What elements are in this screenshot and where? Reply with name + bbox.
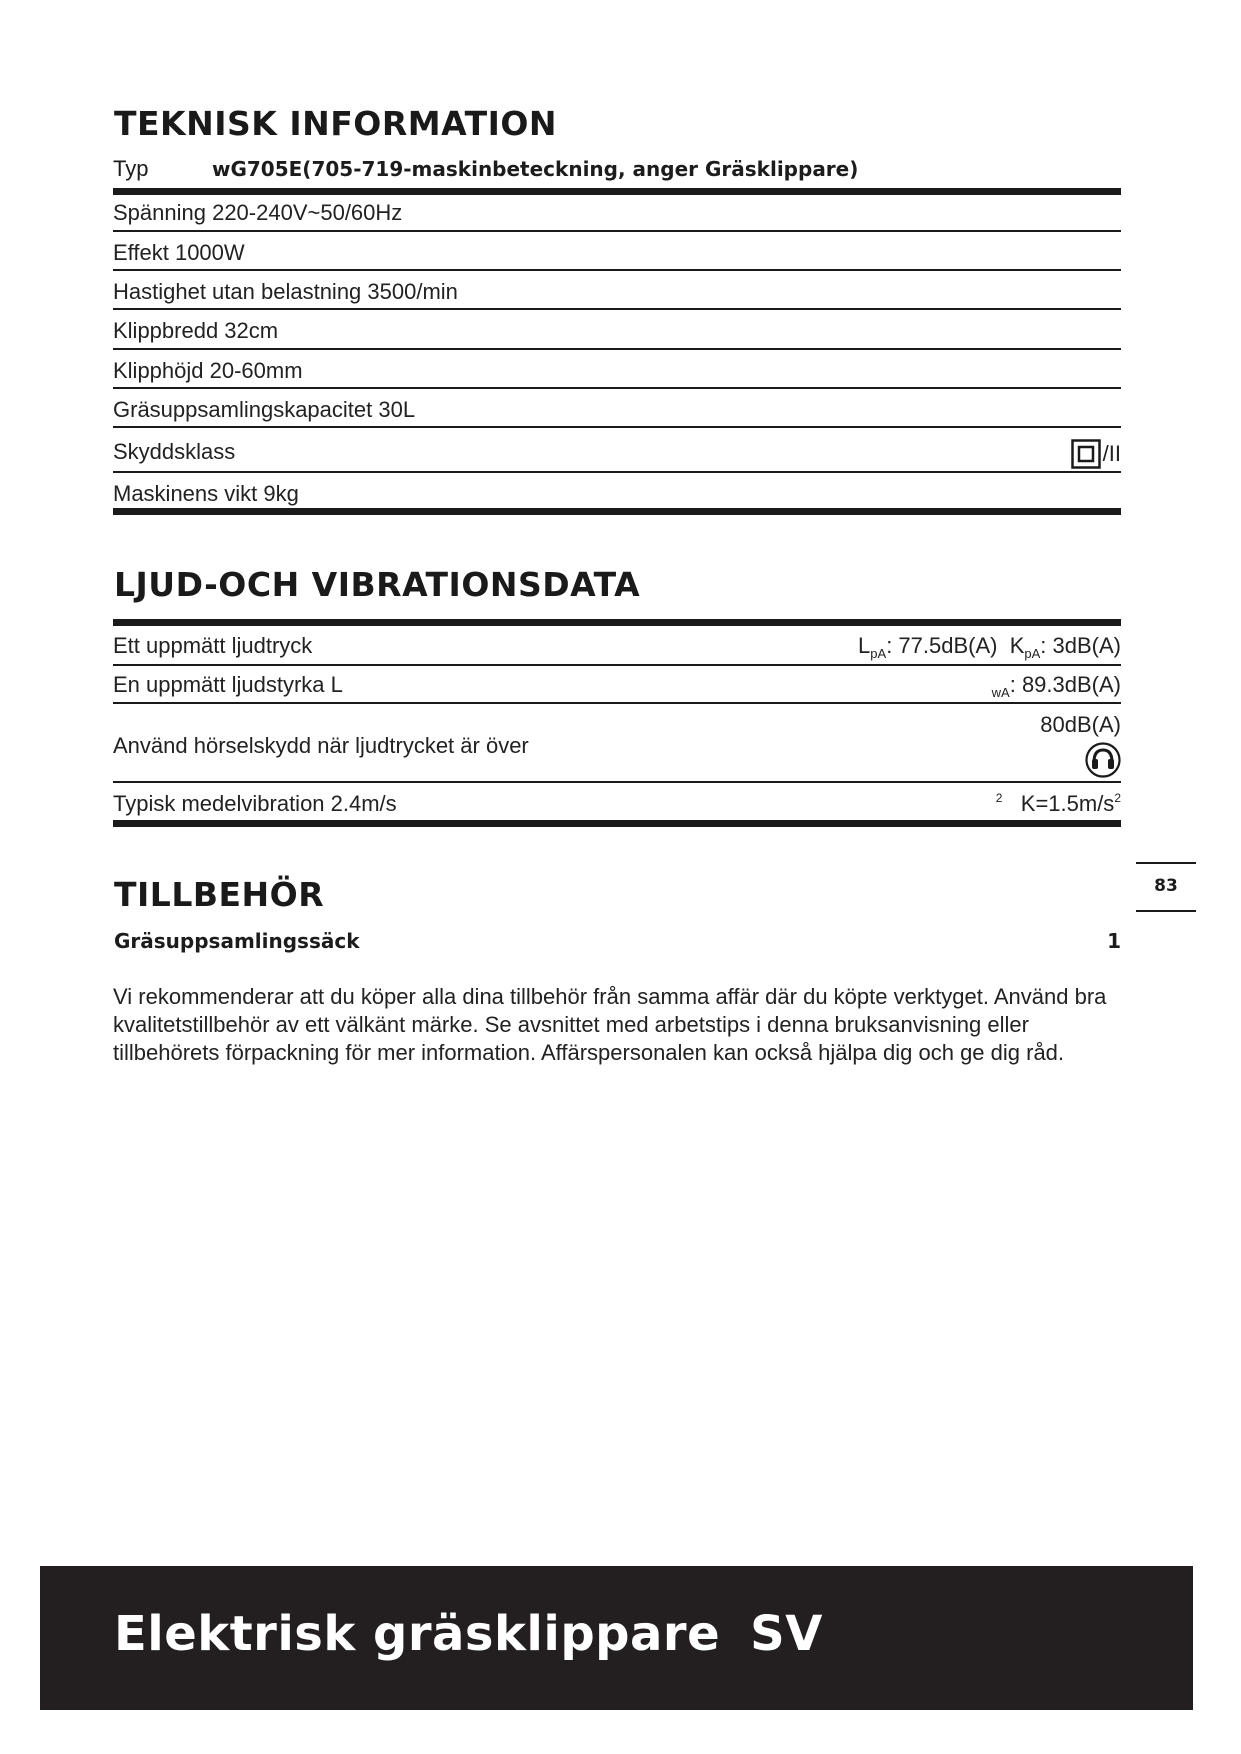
vibration-value (996, 791, 1121, 817)
double-insulation-icon (1071, 439, 1101, 469)
spec-no-load-speed: Hastighet utan belastning 3500/min (113, 279, 458, 304)
lpa-symbol: L (858, 633, 871, 658)
rule-thin (113, 702, 1121, 704)
lpa-subscript: pA (870, 646, 887, 661)
hearing-protection-value: 80dB(A) (1040, 712, 1121, 737)
noise-heading: LJUD-OCH VIBRATIONSDATA (114, 565, 641, 604)
lwa-value: : 89.3dB(A) (1009, 672, 1121, 697)
noise-pressure-label: Ett uppmätt ljudtryck (113, 633, 313, 658)
accessory-item-qty: 1 (1107, 929, 1121, 953)
vibration-k-superscript: 2 (1114, 791, 1121, 805)
vibration-row (113, 791, 1121, 817)
rule-thin (113, 664, 1121, 666)
rule-thick (113, 820, 1121, 827)
footer-language-code: SV (750, 1606, 823, 1662)
rule-thin (113, 348, 1121, 350)
hearing-protection-row (113, 712, 1121, 774)
spec-weight: Maskinens vikt 9kg (113, 481, 299, 506)
ear-protection-icon (1085, 742, 1121, 778)
noise-power-row (113, 672, 1121, 698)
rule-thin (113, 230, 1121, 232)
spec-grass-capacity: Gräsuppsamlingskapacitet 30L (113, 397, 416, 422)
kpa-value: : 3dB(A) (1040, 633, 1121, 658)
accessories-heading: TILLBEHÖR (114, 875, 325, 914)
rule-thick (113, 619, 1121, 626)
rule-thin (113, 269, 1121, 271)
type-label: Typ (113, 156, 149, 181)
spec-protection-class (113, 439, 1121, 469)
protection-class-label: Skyddsklass (113, 439, 236, 464)
footer-banner (40, 1566, 1193, 1710)
spec-voltage: Spänning 220-240V~50/60Hz (113, 200, 403, 225)
vibration-k: K=1.5m/s (1020, 791, 1115, 816)
footer-product-name: Elektrisk gräsklippare (114, 1606, 721, 1662)
protection-class-suffix: /II (1102, 441, 1121, 466)
noise-pressure-value (858, 633, 1121, 661)
rule-thin (113, 426, 1121, 428)
footer-title (114, 1606, 823, 1662)
accessory-item-name: Gräsuppsamlingssäck (114, 929, 360, 953)
kpa-symbol: K (1009, 633, 1025, 658)
kpa-subscript: pA (1024, 646, 1041, 661)
spec-cutting-height: Klipphöjd 20-60mm (113, 358, 303, 383)
rule-thin (113, 308, 1121, 310)
rule-thin (113, 781, 1121, 783)
technical-heading: TEKNISK INFORMATION (114, 104, 558, 143)
rule-thin (113, 387, 1121, 389)
rule-thin (113, 471, 1121, 473)
accessories-paragraph: Vi rekommenderar att du köper alla dina tillbehör från samma affär där du köpte verktyget. Använd bra kvalitetstillbehör av ett välkänt märke. Se avsnittet med arbetstips i denna bruksanvisning eller tillbehörets förpackning för mer information. Affärspersonalen kan också hjälpa dig och ge dig råd. (113, 984, 1107, 1065)
noise-power-label: En uppmätt ljudstyrka L (113, 672, 343, 697)
spec-cutting-width: Klippbredd 32cm (113, 318, 279, 343)
spec-power: Effekt 1000W (113, 240, 245, 265)
lpa-value: : 77.5dB(A) (886, 633, 998, 658)
type-value: wG705E(705-719-maskinbeteckning, anger Gräsklippare) (212, 157, 859, 181)
protection-class-value (1071, 439, 1121, 469)
page-number: 83 (1136, 862, 1196, 912)
hearing-protection-label: Använd hörselskydd när ljudtrycket är över (113, 733, 529, 758)
noise-pressure-row (113, 633, 1121, 659)
rule-thick (113, 188, 1121, 195)
vibration-superscript: 2 (995, 791, 1003, 805)
lwa-subscript: wA (991, 685, 1010, 700)
rule-thick (113, 508, 1121, 515)
vibration-label: Typisk medelvibration 2.4m/s (113, 791, 397, 816)
noise-power-value (992, 672, 1121, 700)
